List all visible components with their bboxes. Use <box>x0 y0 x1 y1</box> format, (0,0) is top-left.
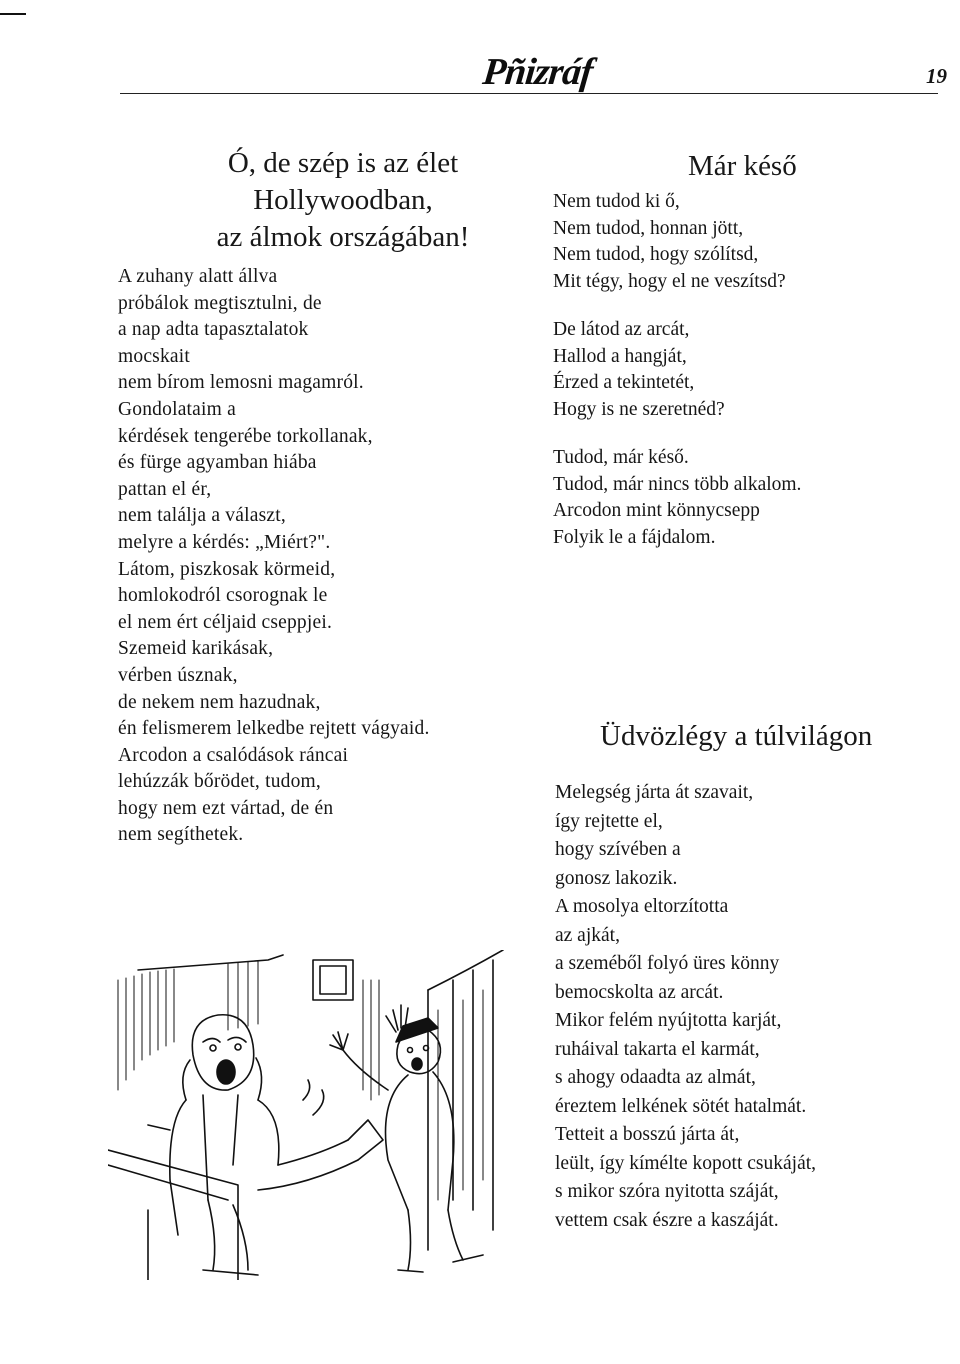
poem-line: éreztem lelkének sötét hatalmát. <box>555 1095 807 1117</box>
poem-line: az ajkát, <box>555 924 620 946</box>
left-poem <box>118 145 538 849</box>
poem-line: Arcodon mint könnycsepp <box>553 500 760 521</box>
poem-line: Mikor felém nyújtotta karját, <box>555 1010 782 1031</box>
right-poem-2 <box>555 718 935 1235</box>
poem-line: Szemeid karikásak, <box>118 638 274 660</box>
poem-line: el nem ért céljaid cseppjei. <box>118 611 333 633</box>
poem-line: vettem csak észre a kaszáját. <box>555 1209 779 1231</box>
poem-line: s ahogy odaadta az almát, <box>555 1067 756 1088</box>
stanza <box>553 445 933 551</box>
poem-line: vérben úsznak, <box>118 664 238 686</box>
right-poem-1 <box>553 148 933 573</box>
right-poem-2-body <box>555 779 935 1235</box>
poem-line: Gondolataim a <box>118 398 236 420</box>
poem-line: Látom, piszkosak körmeid, <box>118 558 336 580</box>
poem-line: Tetteit a bosszú járta át, <box>555 1124 740 1145</box>
left-poem-body <box>118 264 538 849</box>
poem-line: Folyik le a fájdalom. <box>553 526 716 548</box>
poem-line: Nem tudod, honnan jött, <box>553 217 744 239</box>
poem-line: nem találja a választ, <box>118 505 286 527</box>
poem-line: bemocskolta az arcát. <box>555 981 724 1003</box>
poem-line: Melegség járta át szavait, <box>555 782 754 803</box>
cartoon-illustration <box>108 950 513 1280</box>
poem-line: homlokodról csorognak le <box>118 585 328 607</box>
poem-line: Hogy is ne szeretnéd? <box>553 398 725 420</box>
right-poem-2-title: Üdvözlégy a túlvilágon <box>600 720 873 752</box>
poem-line: és fürge agyamban hiába <box>118 452 317 474</box>
poem-line: A zuhany alatt állva <box>118 266 278 287</box>
poem-line: Hallod a hangját, <box>553 345 687 367</box>
poem-line: melyre a kérdés: „Miért?". <box>118 531 331 553</box>
poem-line: hogy szívében a <box>555 839 681 860</box>
poem-line: nem segíthetek. <box>118 824 244 846</box>
poem-line: Nem tudod ki ő, <box>553 191 680 212</box>
poem-line: én felismerem lelkedbe rejtett vágyaid. <box>118 718 430 740</box>
poem-line: s mikor szóra nyitotta száját, <box>555 1181 779 1202</box>
poem-line: Tudod, már nincs több alkalom. <box>553 473 802 495</box>
stanza <box>553 189 933 295</box>
left-poem-title-line: Hollywoodban, <box>253 184 433 216</box>
poem-line: de nekem nem hazudnak, <box>118 691 321 713</box>
left-poem-title-line: az álmok országában! <box>216 221 470 253</box>
magazine-logo: Pñizráf <box>480 51 595 93</box>
poem-line: Mit tégy, hogy el ne veszítsd? <box>553 270 786 292</box>
poem-line: Tudod, már késő. <box>553 447 689 468</box>
poem-line: leült, így kímélte kopott csukáját, <box>555 1152 817 1174</box>
poem-line: hogy nem ezt vártad, de én <box>118 797 334 819</box>
poem-line: kérdések tengerébe torkollanak, <box>118 425 373 447</box>
poem-line: mocskait <box>118 345 191 367</box>
header-rule <box>120 93 938 94</box>
page-number: 19 <box>926 64 947 88</box>
poem-line: De látod az arcát, <box>553 319 690 340</box>
poem-line: Nem tudod, hogy szólítsd, <box>553 244 759 265</box>
poem-line: ruháival takarta el karmát, <box>555 1038 760 1060</box>
poem-line: Érzed a tekintetét, <box>553 372 695 393</box>
poem-line: a szeméből folyó üres könny <box>555 953 780 974</box>
poem-line: nem bírom lemosni magamról. <box>118 372 364 394</box>
stanza <box>553 317 933 423</box>
right-poem-1-title: Már késő <box>688 150 797 182</box>
poem-line: pattan el ér, <box>118 478 212 500</box>
left-poem-title-line: Ó, de szép is az élet <box>227 147 459 179</box>
poem-line: így rejtette el, <box>555 810 663 832</box>
corner-mark <box>0 13 26 15</box>
poem-line: A mosolya eltorzította <box>555 896 729 917</box>
poem-line: lehúzzák bőrödet, tudom, <box>118 771 321 793</box>
poem-line: gonosz lakozik. <box>555 867 678 889</box>
poem-line: a nap adta tapasztalatok <box>118 319 309 341</box>
poem-line: próbálok megtisztulni, de <box>118 292 322 314</box>
left-poem-title <box>178 145 508 256</box>
poem-line: Arcodon a csalódások ráncai <box>118 744 349 766</box>
